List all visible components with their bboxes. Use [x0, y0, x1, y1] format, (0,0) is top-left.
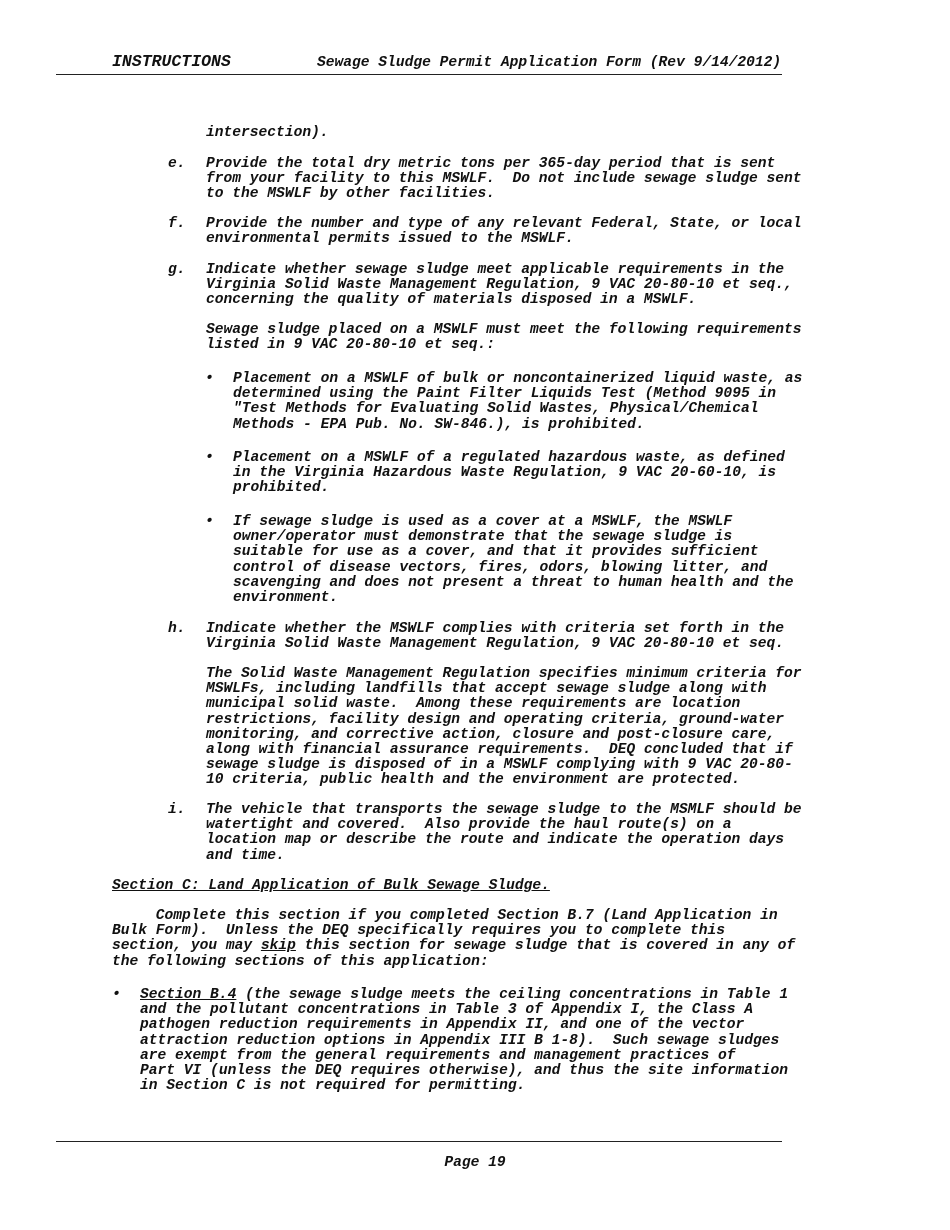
item-g-text: Indicate whether sewage sludge meet applicable requirements in the Virginia Solid Waste Management Regulation, 9 VAC 20-80-10 et seq., concerning the quality of materials disposed in a MSWLF.: [206, 262, 793, 309]
item-e-label: e.: [168, 156, 186, 172]
section-c-para-a: Complete this section if you completed Section B.7 (Land Application in Bulk Form). Unless the DEQ specifically requires you to complete this section, you may: [112, 908, 778, 955]
page-number: Page 19: [444, 1155, 506, 1171]
item-g-bullet-1: Placement on a MSWLF of bulk or noncontainerized liquid waste, as determined using the Paint Filter Liquids Test (Method 9095 in "Test Methods for Evaluating Solid Wastes, Physical/Chemical Methods - EPA Pub. No. SW-846.), is prohibited.: [233, 371, 803, 433]
item-g-bullet-3: If sewage sludge is used as a cover at a MSWLF, the MSWLF owner/operator must demonstrate that the sewage sludge is suitable for use as a cover, and that it provides sufficient control of disease vectors, fires, odors, blowing litter, and scavenging and does not present a threat to human health and the environment.: [233, 514, 794, 607]
skip-emphasis: skip: [260, 938, 296, 955]
bullet-glyph: •: [205, 371, 214, 387]
item-h-detail: The Solid Waste Management Regulation specifies minimum criteria for MSWLFs, including landfills that accept sewage sludge along with municipal solid waste. Among these requirements are location restrictions, facility design and operating criteria, ground-water monitoring, and corrective action, closure and post-closure care, along with financial assurance requirements. DEQ concluded that if sewage sludge is disposed of in a MSWLF complying with 9 VAC 20-80- 10 criteria, public health and the environment are protected.: [206, 666, 802, 789]
item-i-label: i.: [168, 802, 186, 818]
section-c-paragraph: [112, 909, 795, 970]
item-g-label: g.: [168, 262, 186, 278]
item-f-label: f.: [168, 216, 186, 232]
section-b4-text: (the sewage sludge meets the ceiling concentrations in Table 1 and the pollutant concentrations in Table 3 of Appendix I, the Class A pathogen reduction requirements in Appendix II, and one of the vector attraction reduction options in Appendix III B 1-8). Such sewage sludges are exempt from the general requirements and management practices of Part VI (unless the DEQ requires otherwise), and thus the site information in Section C is not required for permitting.: [140, 987, 789, 1095]
item-g-bullet-2: Placement on a MSWLF of a regulated hazardous waste, as defined in the Virginia Hazardous Waste Regulation, 9 VAC 20-60-10, is prohibited.: [233, 450, 785, 497]
header-instructions: INSTRUCTIONS: [112, 52, 231, 71]
section-c-para-b: this section for sewage sludge that is covered in any of the following sections of this application:: [112, 938, 796, 970]
bullet-glyph: •: [205, 514, 214, 530]
item-f-text: Provide the number and type of any relevant Federal, State, or local environmental permits issued to the MSWLF.: [206, 216, 802, 248]
page-header: [56, 54, 782, 75]
bullet-glyph: •: [112, 987, 121, 1003]
section-b4-reference: Section B.4: [140, 987, 237, 1003]
header-form-title: Sewage Sludge Permit Application Form (Rev 9/14/2012): [317, 55, 782, 71]
item-g-intro: Sewage sludge placed on a MSWLF must meet the following requirements listed in 9 VAC 20-80-10 et seq.:: [206, 322, 802, 354]
continuation-text: intersection).: [206, 125, 329, 141]
item-e-text: Provide the total dry metric tons per 365-day period that is sent from your facility to this MSWLF. Do not include sewage sludge sent to the MSWLF by other facilities.: [206, 156, 802, 203]
item-h-text: Indicate whether the MSWLF complies with criteria set forth in the Virginia Solid Waste Management Regulation, 9 VAC 20-80-10 et seq.: [206, 621, 785, 653]
section-c-heading: Section C: Land Application of Bulk Sewage Sludge.: [112, 878, 550, 894]
bullet-glyph: •: [205, 450, 214, 466]
section-b4-bullet: [140, 988, 788, 1094]
item-h-label: h.: [168, 621, 186, 637]
item-i-text: The vehicle that transports the sewage sludge to the MSMLF should be watertight and covered. Also provide the haul route(s) on a location map or describe the route and indicate the operation days and time.: [206, 802, 802, 864]
footer-rule: [56, 1141, 782, 1142]
